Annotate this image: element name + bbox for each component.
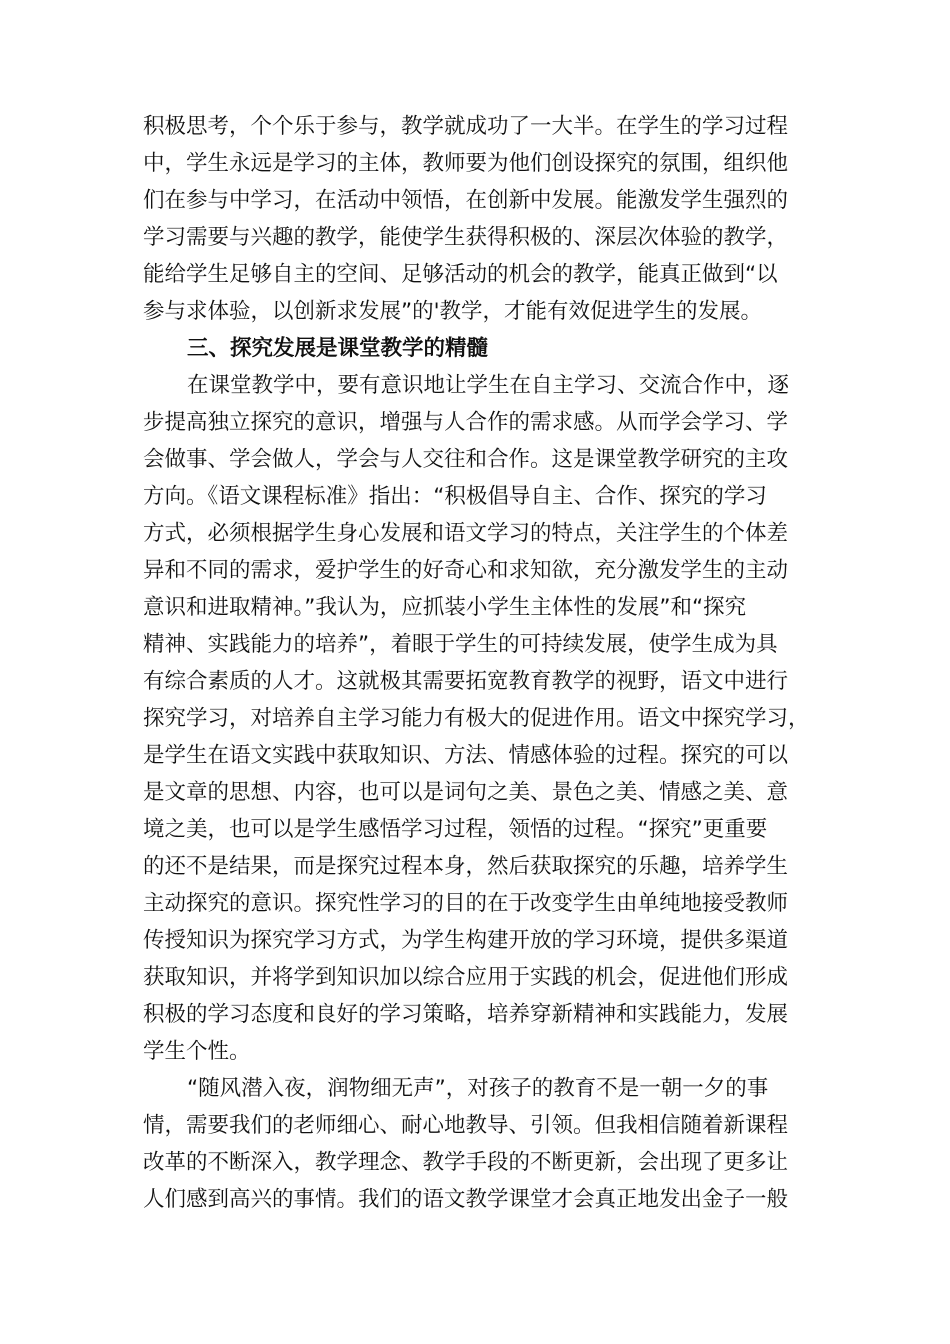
- text-line: 主动探究的意识。探究性学习的目的在于改变学生由单纯地接受教师: [143, 891, 789, 916]
- text-line: 学生个性。: [143, 1039, 251, 1064]
- text-line: 参与求体验，以创新求发展”的'教学，才能有效促进学生的发展。: [143, 299, 763, 324]
- text-line: 精神、实践能力的培养”，着眼于学生的可持续发展，使学生成为具: [143, 632, 778, 657]
- text-line: 境之美，也可以是学生感悟学习过程，领悟的过程。“探究”更重要: [143, 817, 768, 842]
- section-heading: 三、探究发展是课堂教学的精髓: [187, 336, 489, 361]
- text-line: 意识和进取精神。”我认为，应抓装小学生主体性的发展”和“探究: [143, 595, 747, 620]
- text-line: 传授知识为探究学习方式，为学生构建开放的学习环境，提供多渠道: [143, 928, 789, 953]
- text-line: 积极的学习态度和良好的学习策略，培养穿新精神和实践能力，发展: [143, 1002, 789, 1027]
- paragraph-3: [143, 1070, 813, 1218]
- text-line: 是文章的思想、内容，也可以是词句之美、景色之美、情感之美、意: [143, 780, 789, 805]
- text-line: 方向。《语文课程标准》指出：“积极倡导自主、合作、探究的学习: [143, 484, 767, 509]
- paragraph-1: [143, 108, 813, 330]
- text-line: 积极思考，个个乐于参与，教学就成功了一大半。在学生的学习过程: [143, 114, 789, 139]
- text-line: 人们感到高兴的事情。我们的语文教学课堂才会真正地发出金子一般: [143, 1187, 789, 1212]
- text-line: 有综合素质的人才。这就极其需要拓宽教育教学的视野，语文中进行: [143, 669, 789, 694]
- text-line: 们在参与中学习，在活动中领悟，在创新中发展。能激发学生强烈的: [143, 188, 789, 213]
- paragraph-2: [143, 367, 813, 1070]
- text-line: 探究学习，对培养自主学习能力有极大的促进作用。语文中探究学习，: [143, 706, 810, 731]
- text-line: 学习需要与兴趣的教学，能使学生获得积极的、深层次体验的教学，: [143, 225, 789, 250]
- text-line: 能给学生足够自主的空间、足够活动的机会的教学，能真正做到“以: [143, 262, 778, 287]
- text-line: 改革的不断深入，教学理念、教学手段的不断更新，会出现了更多让: [143, 1150, 789, 1175]
- text-line: 会做事、学会做人，学会与人交往和合作。这是课堂教学研究的主攻: [143, 447, 789, 472]
- text-line: 的还不是结果，而是探究过程本身，然后获取探究的乐趣，培养学生: [143, 854, 789, 879]
- text-line: 情，需要我们的老师细心、耐心地教导、引领。但我相信随着新课程: [143, 1113, 789, 1138]
- text-line: 在课堂教学中，要有意识地让学生在自主学习、交流合作中，逐: [187, 373, 790, 398]
- text-line: “随风潜入夜，润物细无声”，对孩子的教育不是一朝一夕的事: [187, 1076, 769, 1101]
- text-line: 方式，必须根据学生身心发展和语文学习的特点，关注学生的个体差: [143, 521, 789, 546]
- document-page: [143, 108, 813, 1218]
- text-line: 异和不同的需求，爱护学生的好奇心和求知欲，充分激发学生的主动: [143, 558, 789, 583]
- text-line: 中，学生永远是学习的主体，教师要为他们创设探究的氛围，组织他: [143, 151, 789, 176]
- text-line: 获取知识，并将学到知识加以综合应用于实践的机会，促进他们形成: [143, 965, 789, 990]
- text-line: 是学生在语文实践中获取知识、方法、情感体验的过程。探究的可以: [143, 743, 789, 768]
- text-line: 步提高独立探究的意识，增强与人合作的需求感。从而学会学习、学: [143, 410, 789, 435]
